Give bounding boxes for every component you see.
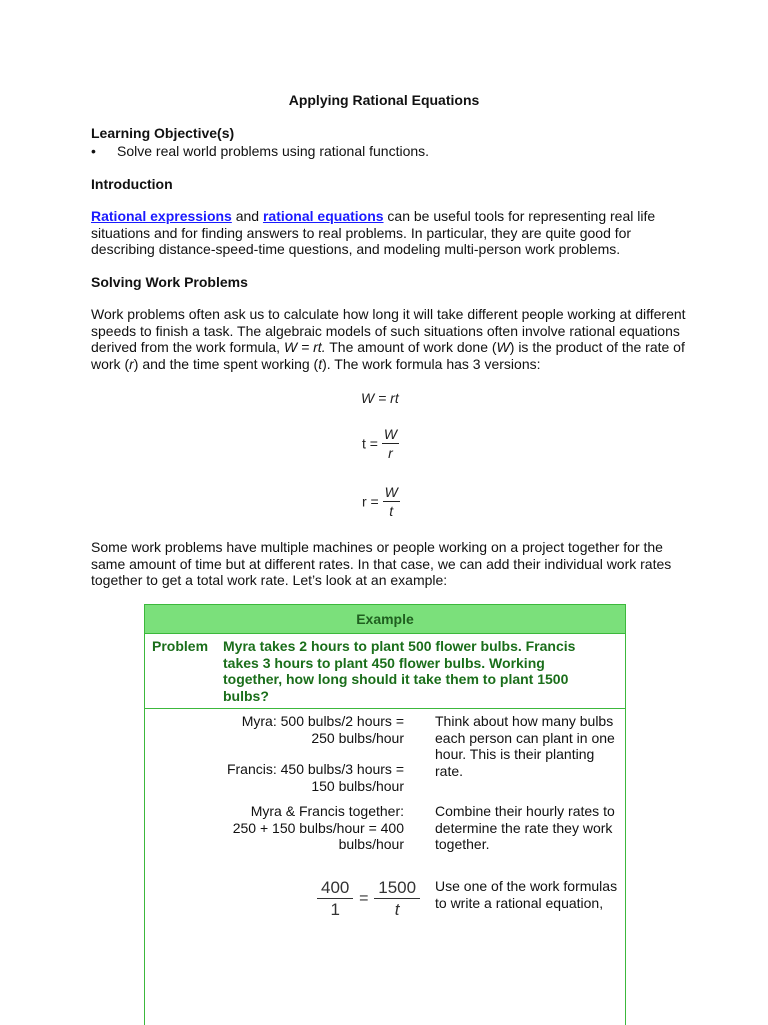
bullet-icon: • — [91, 143, 96, 159]
rational-equations-link[interactable]: rational equations — [262, 208, 384, 224]
introduction-heading: Introduction — [91, 176, 173, 192]
page-title: Applying Rational Equations — [288, 92, 480, 108]
rational-equation: $\frac{400}{1}$ = $\frac{1500}{t}$ — [317, 877, 420, 920]
work-formula-2: t = $\frac{W}{r}$ — [362, 426, 398, 461]
work-paragraph: Work problems often ask us to calculate how long it will take different people working at different speeds to finish a task. The algebraic models of such situations often involve rational equations derived from the work formula, W = rt. The amount of work done (W) is the product of the rate of work (r) and the time spent working (t). The work formula has 3 versions: — [91, 306, 686, 372]
combined-rate: Myra & Francis together: 250 + 150 bulbs/hour = 400 bulbs/hour — [232, 803, 404, 852]
problem-label: Problem — [152, 638, 209, 654]
learning-objectives-heading: Learning Objective(s) — [91, 125, 235, 141]
myra-rate: Myra: 500 bulbs/2 hours = 250 bulbs/hour Francis: 450 bulbs/3 hours = 150 bulbs/hour — [226, 713, 404, 794]
work-formula-1: W = rt — [361, 390, 399, 406]
example-header: Example — [145, 605, 625, 633]
multi-worker-paragraph: Some work problems have multiple machines or people working on a project together for the same amount of time but at different rates. In that case, we can add their individual work rates together to get a total work rate. Let’s look at an example: — [91, 539, 672, 588]
work-formula-3: r = $\frac{W}{t}$ — [362, 484, 398, 519]
equation-explanation: Use one of the work formulas to write a rational equation, — [435, 878, 618, 911]
work-problems-heading: Solving Work Problems — [91, 274, 248, 290]
introduction-paragraph: Rational expressions and rational equations can be useful tools for representing real life situations and for finding answers to real problems. In particular, they are quite good for describing distance-speed-time questions, and modeling multi-person work problems. — [91, 208, 656, 257]
objective-text: Solve real world problems using rational functions. — [117, 143, 430, 159]
problem-text: Myra takes 2 hours to plant 500 flower bulbs. Francis takes 3 hours to plant 450 flower bulbs. Working together, how long should it take them to plant 1500 bulbs? — [223, 638, 576, 704]
example-table — [144, 604, 626, 1025]
rate-explanation: Think about how many bulbs each person can plant in one hour. This is their planting rate. — [435, 713, 615, 779]
rational-expressions-link[interactable]: Rational expressions — [91, 208, 232, 224]
combine-explanation: Combine their hourly rates to determine the rate they work together. — [435, 803, 615, 852]
